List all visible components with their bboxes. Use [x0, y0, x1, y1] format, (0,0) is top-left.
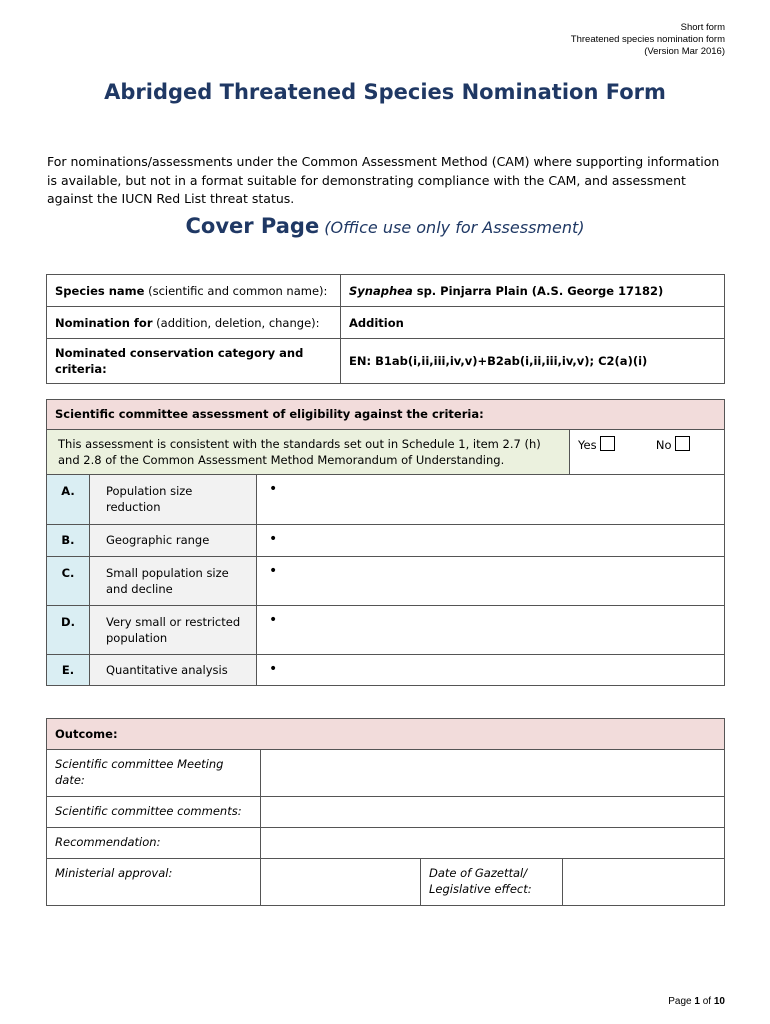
- meeting-date-label: Scientific committee Meeting date:: [47, 750, 261, 797]
- criterion-input[interactable]: •: [257, 525, 725, 557]
- category-label: Nominated conservation category and criteria:: [47, 339, 341, 384]
- criterion-label: Geographic range: [90, 525, 257, 557]
- table-row: [47, 525, 725, 557]
- table-row: [47, 655, 725, 686]
- comments-field[interactable]: [261, 797, 725, 828]
- table-row: [47, 859, 725, 906]
- criterion-letter: A.: [47, 475, 90, 525]
- nomination-for-label: Nomination for (addition, deletion, change):: [47, 307, 341, 339]
- yes-no-cell: [570, 430, 725, 475]
- criterion-label: Very small or restricted population: [90, 606, 257, 655]
- meeting-date-field[interactable]: [261, 750, 725, 797]
- criterion-letter: E.: [47, 655, 90, 686]
- page-number: Page 1 of 10: [668, 996, 725, 1007]
- table-row: [47, 606, 725, 655]
- outcome-table: [46, 718, 725, 906]
- cover-page-sublabel: (Office use only for Assessment): [324, 218, 585, 237]
- criterion-label: Population size reduction: [90, 475, 257, 525]
- category-value[interactable]: EN: B1ab(i,ii,iii,iv,v)+B2ab(i,ii,iii,iv,v); C2(a)(i): [341, 339, 725, 384]
- table-row: [47, 797, 725, 828]
- table-row: [47, 557, 725, 606]
- page-title: Abridged Threatened Species Nomination Form: [104, 80, 666, 104]
- header-line-2: Threatened species nomination form: [570, 34, 725, 45]
- table-row: [47, 400, 725, 430]
- header-line-1: Short form: [680, 22, 725, 33]
- cover-page-label: Cover Page: [185, 214, 320, 238]
- criterion-input[interactable]: •: [257, 557, 725, 606]
- nomination-for-value[interactable]: Addition: [341, 307, 725, 339]
- eligibility-heading: Scientific committee assessment of eligibility against the criteria:: [47, 400, 725, 430]
- criterion-letter: D.: [47, 606, 90, 655]
- ministerial-approval-label: Ministerial approval:: [47, 859, 261, 906]
- eligibility-statement: This assessment is consistent with the standards set out in Schedule 1, item 2.7 (h) and 2.8 of the Common Assessment Method Memorandum of Understanding.: [47, 430, 570, 475]
- table-row: [47, 750, 725, 797]
- yes-label: Yes: [578, 438, 597, 452]
- table-row: [47, 475, 725, 525]
- no-checkbox[interactable]: [675, 436, 690, 451]
- table-row: [47, 430, 725, 475]
- criterion-label: Quantitative analysis: [90, 655, 257, 686]
- intro-paragraph: For nominations/assessments under the Common Assessment Method (CAM) where supporting information is available, but not in a format suitable for demonstrating compliance with the CAM, and assessment against the IUCN Red List threat status.: [47, 154, 720, 206]
- criterion-input[interactable]: •: [257, 655, 725, 686]
- recommendation-field[interactable]: [261, 828, 725, 859]
- outcome-heading: Outcome:: [47, 719, 725, 750]
- criterion-label: Small population size and decline: [90, 557, 257, 606]
- ministerial-approval-field[interactable]: [261, 859, 421, 906]
- comments-label: Scientific committee comments:: [47, 797, 261, 828]
- recommendation-label: Recommendation:: [47, 828, 261, 859]
- species-name-value[interactable]: Synaphea sp. Pinjarra Plain (A.S. George 17182): [341, 275, 725, 307]
- eligibility-table: [46, 399, 725, 686]
- table-row: [47, 719, 725, 750]
- criterion-letter: B.: [47, 525, 90, 557]
- criterion-letter: C.: [47, 557, 90, 606]
- no-label: No: [655, 438, 672, 452]
- header-line-3: (Version Mar 2016): [644, 46, 725, 57]
- document-header: [571, 22, 725, 58]
- table-row: [47, 275, 725, 307]
- table-row: [47, 307, 725, 339]
- table-row: [47, 339, 725, 384]
- species-name-label: Species name (scientific and common name):: [47, 275, 341, 307]
- gazettal-date-field[interactable]: [563, 859, 725, 906]
- table-row: [47, 828, 725, 859]
- criterion-input[interactable]: •: [257, 475, 725, 525]
- gazettal-date-label: Date of Gazettal/ Legislative effect:: [421, 859, 563, 906]
- cover-heading: [0, 214, 770, 238]
- yes-checkbox[interactable]: [600, 436, 615, 451]
- criterion-input[interactable]: •: [257, 606, 725, 655]
- species-table: [46, 274, 725, 384]
